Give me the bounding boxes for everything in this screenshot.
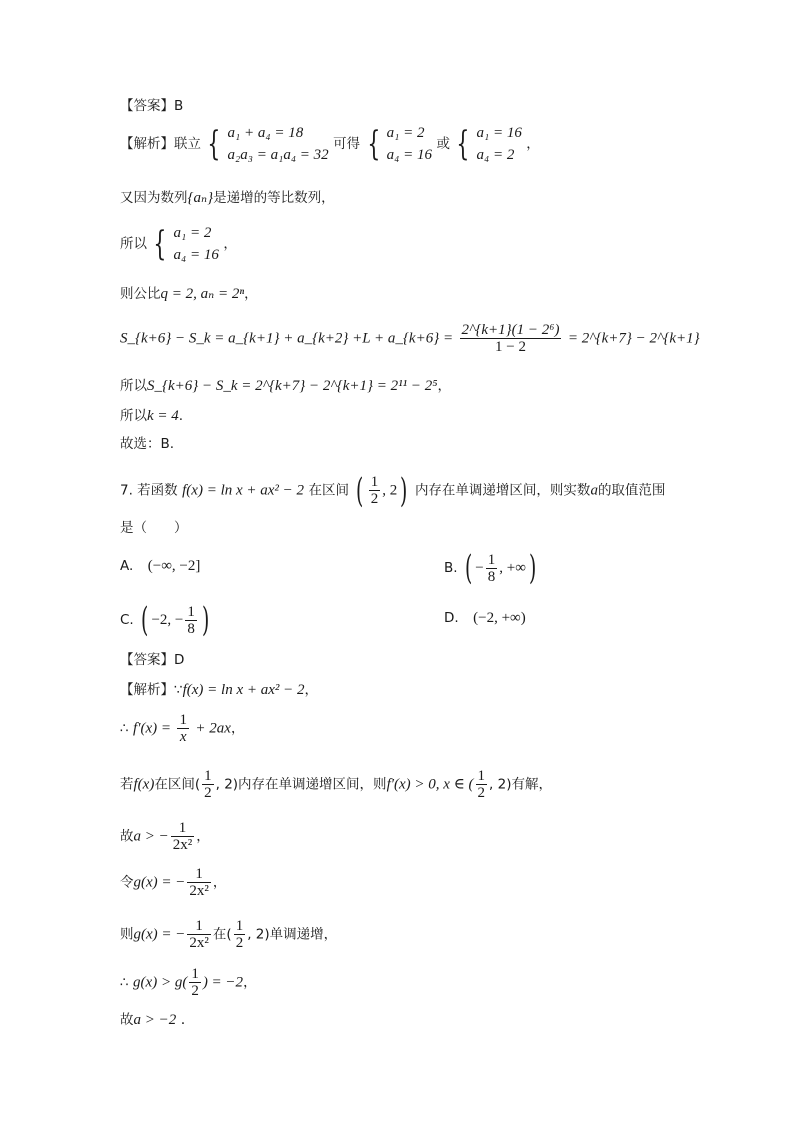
q7-paren-close: ) — [400, 470, 408, 511]
q7-fraction-num: 1 — [370, 474, 379, 490]
suoyi-text: 所以 — [120, 236, 147, 252]
analysis-label: 【解析】 — [120, 136, 174, 152]
comma: ， — [230, 720, 245, 737]
line6-math: S_{k+6} − S_k = 2^{k+7} − 2^{k+1} = 2¹¹ − 2⁵ — [147, 378, 438, 394]
q7-func: f(x) = ln x + ax² − 2 — [182, 482, 305, 499]
option-c-num: 1 — [187, 603, 195, 620]
a2-line3-fraction-2: $\frac{1}{2}$ — [477, 768, 486, 801]
option-a-label: A. — [120, 558, 134, 574]
a2-line2-den: x — [179, 729, 187, 745]
kede-text: 可得 — [333, 136, 361, 152]
q7-fraction — [369, 474, 381, 507]
option-c-pre: −2, − — [151, 612, 184, 628]
option-d-label: D. — [444, 610, 459, 626]
q7-fraction-den: 2 — [370, 491, 379, 507]
line6-pre: 所以 — [120, 378, 147, 394]
a2-line6-den: 2x² — [189, 935, 209, 951]
sum-rhs: = 2^{k+7} − 2^{k+1} — [567, 330, 700, 347]
q7-mid: 在区间 — [308, 482, 349, 499]
option-b: B. ( − $\frac{1}{8}$ , +∞) — [444, 548, 537, 588]
q7-paren-open: ( — [356, 470, 364, 511]
a2-line3-mid: 在区间( — [154, 776, 201, 793]
a2-line-8 — [120, 1010, 185, 1030]
brace-1: { — [207, 124, 221, 164]
system-4-row-2: a₄ = 16 — [173, 247, 219, 263]
system-1-row-2: a₂a₃ = a₁a₄ = 32 — [227, 147, 329, 163]
system-4 — [174, 222, 219, 266]
line4-math: q = 2, aₙ = 2ⁿ — [160, 286, 245, 302]
system-1 — [228, 122, 329, 166]
option-a — [120, 558, 200, 575]
a2-line7-end: ) = −2 — [202, 974, 244, 991]
system-3-row-1: a₁ = 16 — [476, 125, 522, 141]
answer-b: 【答案】B — [120, 98, 184, 114]
lianli-text: 联立 — [174, 136, 201, 152]
a2-line5-math: g(x) = − — [133, 874, 186, 891]
q7-post: 内存在单调递增区间，则实数 — [414, 482, 591, 499]
a2-line8-pre: 故 — [120, 1012, 134, 1028]
option-c-paren-open: ( — [141, 600, 149, 640]
a2-line3-cond-end: , 2)有解， — [489, 776, 552, 793]
conclusion-b: 故选：B. — [120, 436, 175, 452]
a2-line7-fraction: $\frac{1}{2}$ — [191, 966, 199, 999]
a2-line5-den: 2x² — [189, 883, 209, 899]
a2-line7-pre: ∴ — [120, 974, 129, 991]
a2-line-4 — [120, 820, 210, 853]
analysis-line-3 — [120, 222, 237, 266]
a2-line-2 — [120, 712, 244, 745]
comma: ， — [223, 236, 237, 252]
option-c-fraction — [185, 604, 197, 637]
analysis-line-1 — [120, 122, 540, 166]
a2-line3-interval-end: , 2)内存在单调递增区间，则 — [215, 776, 387, 793]
system-4-row-1: a₁ = 2 — [173, 225, 212, 241]
brace-3: { — [456, 124, 470, 164]
comma: ， — [437, 378, 451, 394]
option-a-value: (−∞, −2] — [147, 558, 201, 574]
option-b-tail: , +∞ — [499, 560, 526, 576]
comma: ， — [526, 136, 540, 152]
a2-line6-fraction: $\frac{1}{\text{2x²}}$ — [189, 918, 209, 951]
a2-line3-fraction: $\frac{1}{2}$ — [204, 768, 212, 801]
a2-line3-pre: 若 — [120, 776, 134, 793]
a2-line7-math: g(x) > g( — [133, 974, 188, 991]
a2-line-7 — [120, 966, 257, 999]
a2-line3-cond: f′(x) > 0, x ∈ ( — [386, 776, 474, 793]
line2-pre: 又因为数列 — [120, 190, 188, 206]
system-2-row-1: a₁ = 2 — [386, 125, 425, 141]
sum-lhs: S_{k+6} − S_k = a_{k+1} + a_{k+2} +L + a_{k+6} = — [120, 330, 454, 347]
analysis-line-4 — [120, 284, 258, 304]
sum-numerator: 2^{k+1}(1 − 2⁶) — [461, 322, 560, 338]
a2-line6-pre: 则 — [120, 926, 134, 943]
a2-line6-end: , 2)单调递增， — [247, 926, 338, 943]
brace-4: { — [153, 224, 167, 264]
system-2-row-2: a₄ = 16 — [386, 147, 432, 163]
option-b-paren-close: ) — [528, 548, 537, 588]
a2-line-3 — [120, 768, 552, 801]
line4-post: ， — [244, 286, 258, 302]
a2-line5-fraction: $\frac{1}{\text{2x²}}$ — [189, 866, 209, 899]
option-b-den: 8 — [487, 568, 496, 585]
analysis-line-2 — [120, 188, 335, 208]
line4-pre: 则公比 — [120, 286, 161, 302]
sum-formula — [120, 322, 700, 355]
comma: ， — [196, 828, 210, 845]
option-b-num: 1 — [487, 551, 496, 568]
period: . — [176, 1012, 186, 1028]
a2-line6-fraction-2: $\frac{1}{2}$ — [235, 918, 244, 951]
analysis-line-6 — [120, 376, 451, 396]
line7-math: k = 4 — [147, 408, 179, 424]
option-c-label: C. — [120, 612, 134, 628]
a2-line6-mid: 在( — [212, 926, 232, 943]
option-c-paren-close: ) — [201, 600, 210, 640]
a2-line4-den: 2x² — [172, 837, 193, 853]
option-c-den: 8 — [187, 620, 195, 637]
q7-pre: 7. 若函数 — [120, 482, 178, 499]
system-2 — [387, 122, 432, 166]
comma: ， — [304, 682, 319, 698]
option-b-label: B. — [444, 560, 458, 576]
sum-denominator: 1 − 2 — [495, 339, 526, 355]
a2-line6-math: g(x) = − — [133, 926, 186, 943]
a2-line1-label: 【解析】∵ — [120, 682, 183, 698]
comma: ， — [212, 874, 227, 891]
a2-line2-math: f′(x) = — [133, 720, 172, 737]
a2-line2-pre: ∴ — [120, 720, 129, 737]
brace-2: { — [366, 124, 380, 164]
question-7 — [120, 470, 666, 511]
option-c — [120, 600, 212, 640]
a2-line5-pre: 令 — [120, 874, 134, 891]
line2-post: 是递增的等比数列， — [213, 190, 335, 206]
a2-line1-math: f(x) = ln x + ax² − 2 — [182, 682, 305, 698]
system-1-row-1: a₁ + a₄ = 18 — [227, 125, 304, 141]
q7-line-2: 是（ ） — [120, 520, 188, 536]
answer-d: 【答案】D — [120, 652, 185, 668]
system-3-row-2: a₄ = 2 — [476, 147, 515, 163]
huo-text: 或 — [436, 136, 450, 152]
a2-line-6 — [120, 918, 337, 951]
a2-line-1 — [120, 680, 318, 700]
a2-line8-math: a > −2 — [133, 1012, 177, 1028]
comma: ， — [243, 974, 257, 991]
a2-line-5 — [120, 866, 226, 899]
a2-line2-num: 1 — [179, 712, 187, 728]
line7-pre: 所以 — [120, 408, 147, 424]
a2-line4-math: a > − — [133, 828, 169, 845]
a2-line3-fx: f(x) — [133, 776, 155, 793]
a2-line2-post: + 2ax — [195, 720, 231, 737]
line2-seq: {aₙ} — [187, 190, 214, 206]
a2-line4-pre: 故 — [120, 828, 134, 845]
q7-tail: 的取值范围 — [597, 482, 666, 499]
q7-interval-end: , 2 — [382, 482, 398, 499]
analysis-line-7: 所以k = 4. — [120, 408, 184, 424]
option-b-paren-open: ( — [465, 548, 473, 588]
option-d-value: (−2, +∞) — [473, 610, 526, 626]
option-d — [444, 610, 526, 627]
system-3 — [477, 122, 522, 166]
sum-fraction — [460, 322, 562, 355]
a2-line4-fraction: $\frac{1}{\text{2x²}}$ — [172, 820, 193, 853]
q7-a: a — [590, 482, 598, 499]
option-b-fraction — [486, 552, 498, 585]
a2-line2-fraction — [177, 712, 189, 745]
